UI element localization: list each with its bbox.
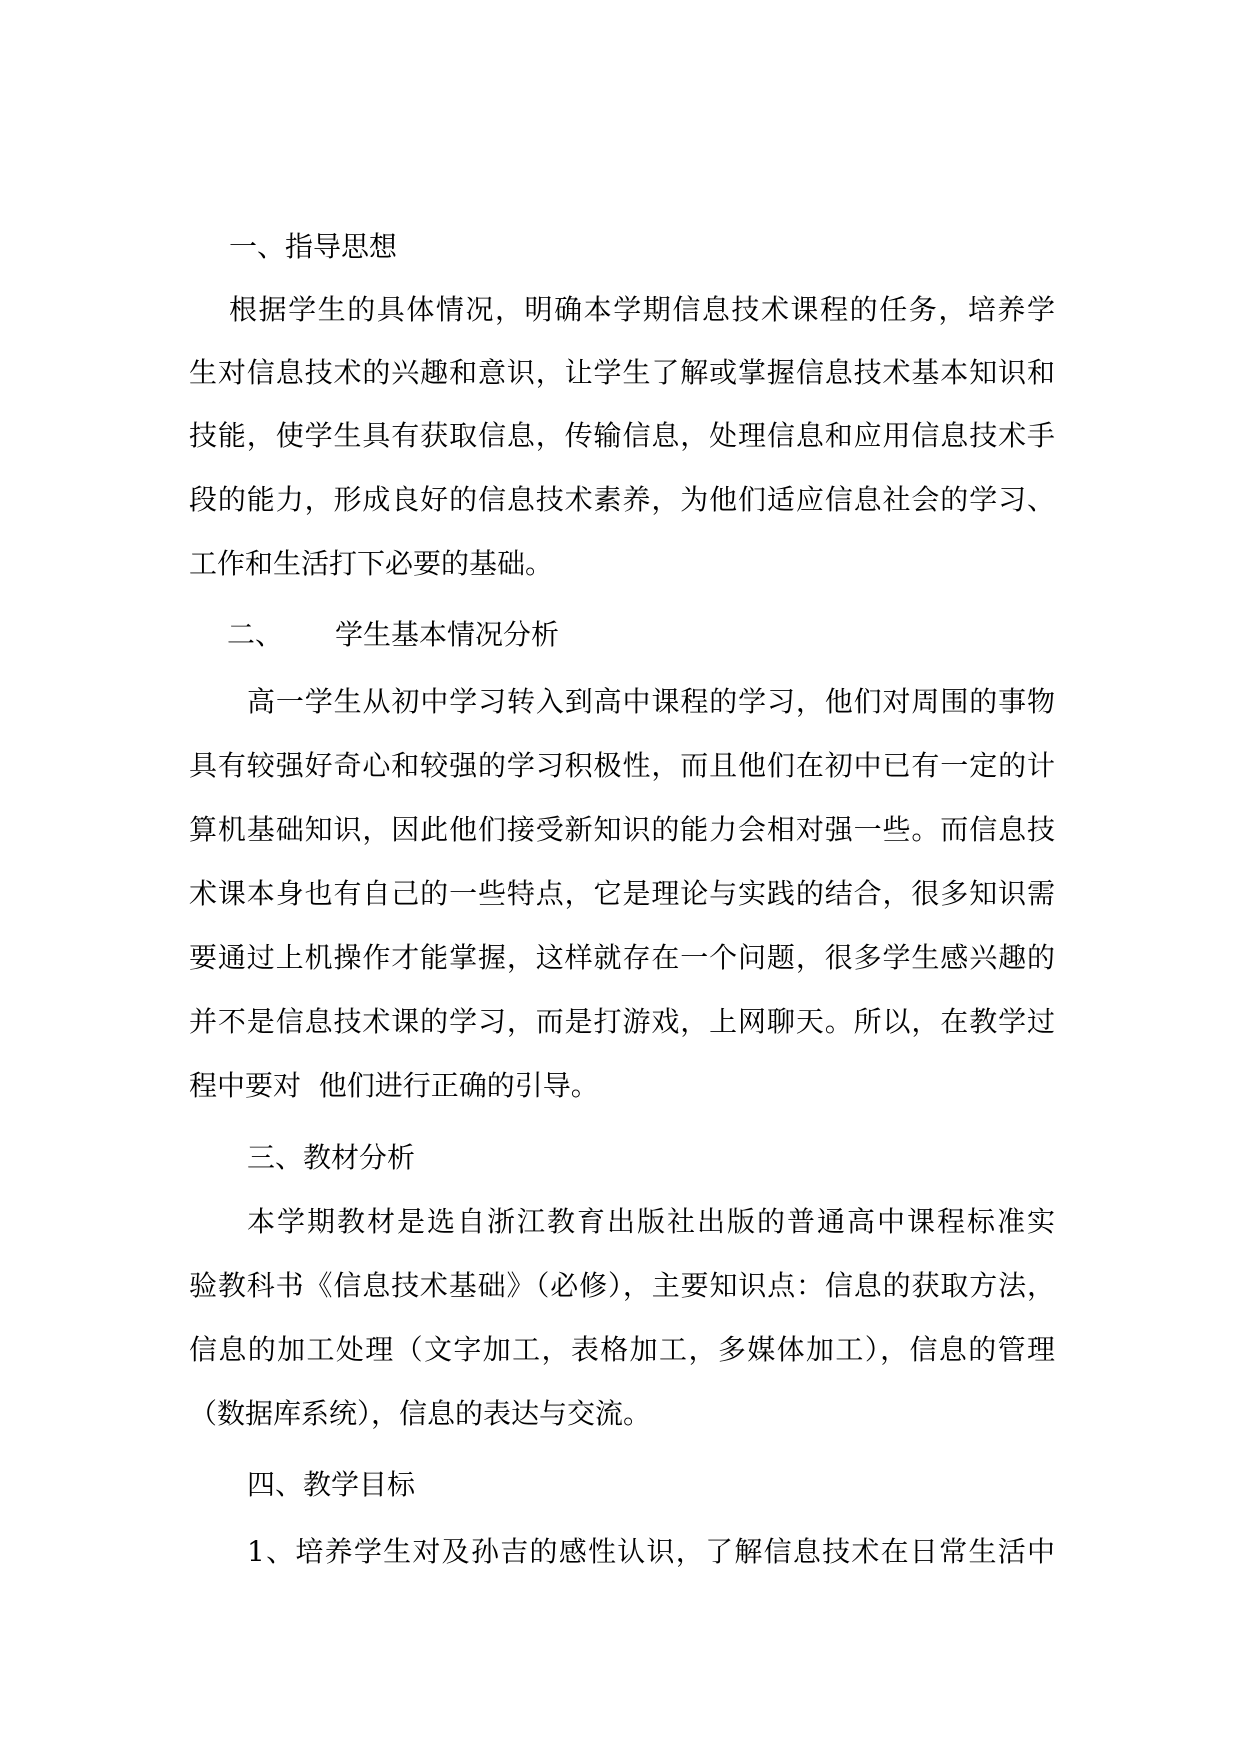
heading-teaching-goals: 四、教学目标 bbox=[247, 1468, 416, 1501]
paragraph-line: （数据库系统），信息的表达与交流。 bbox=[189, 1397, 652, 1430]
paragraph-line: 1、培养学生对及孙吉的感性认识，了解信息技术在日常生活中 bbox=[247, 1535, 1055, 1568]
paragraph-line: 并不是信息技术课的学习，而是打游戏，上网聊天。所以，在教学过 bbox=[189, 1005, 1055, 1038]
paragraph-line: 算机基础知识，因此他们接受新知识的能力会相对强一些。而信息技 bbox=[189, 813, 1055, 846]
paragraph-line: 高一学生从初中学习转入到高中课程的学习，他们对周围的事物 bbox=[247, 685, 1055, 718]
heading-number: 二、 bbox=[227, 618, 284, 651]
paragraph-line: 程中要对 他们进行正确的引导。 bbox=[189, 1069, 599, 1102]
paragraph-line: 工作和生活打下必要的基础。 bbox=[189, 547, 554, 580]
paragraph-line: 技能，使学生具有获取信息，传输信息，处理信息和应用信息技术手 bbox=[189, 419, 1055, 452]
paragraph-line: 术课本身也有自己的一些特点，它是理论与实践的结合，很多知识需 bbox=[189, 877, 1055, 910]
paragraph-line: 生对信息技术的兴趣和意识，让学生了解或掌握信息技术基本知识和 bbox=[189, 356, 1055, 389]
paragraph-line: 段的能力，形成良好的信息技术素养，为他们适应信息社会的学习、 bbox=[189, 483, 1055, 516]
heading-text: 学生基本情况分析 bbox=[335, 618, 560, 651]
paragraph-line: 具有较强好奇心和较强的学习积极性，而且他们在初中已有一定的计 bbox=[189, 749, 1055, 782]
paragraph-line: 信息的加工处理（文字加工，表格加工，多媒体加工），信息的管理 bbox=[189, 1333, 1055, 1366]
heading-textbook-analysis: 三、教材分析 bbox=[247, 1141, 416, 1174]
paragraph-line: 验教科书《信息技术基础》（必修），主要知识点：信息的获取方法， bbox=[189, 1269, 1055, 1302]
paragraph-line: 要通过上机操作才能掌握，这样就存在一个问题，很多学生感兴趣的 bbox=[189, 941, 1055, 974]
heading-student-analysis bbox=[189, 618, 1055, 652]
paragraph-line: 本学期教材是选自浙江教育出版社出版的普通高中课程标准实 bbox=[247, 1205, 1055, 1238]
heading-guiding-ideology: 一、指导思想 bbox=[229, 230, 398, 263]
paragraph-line: 根据学生的具体情况，明确本学期信息技术课程的任务，培养学 bbox=[229, 293, 1055, 326]
